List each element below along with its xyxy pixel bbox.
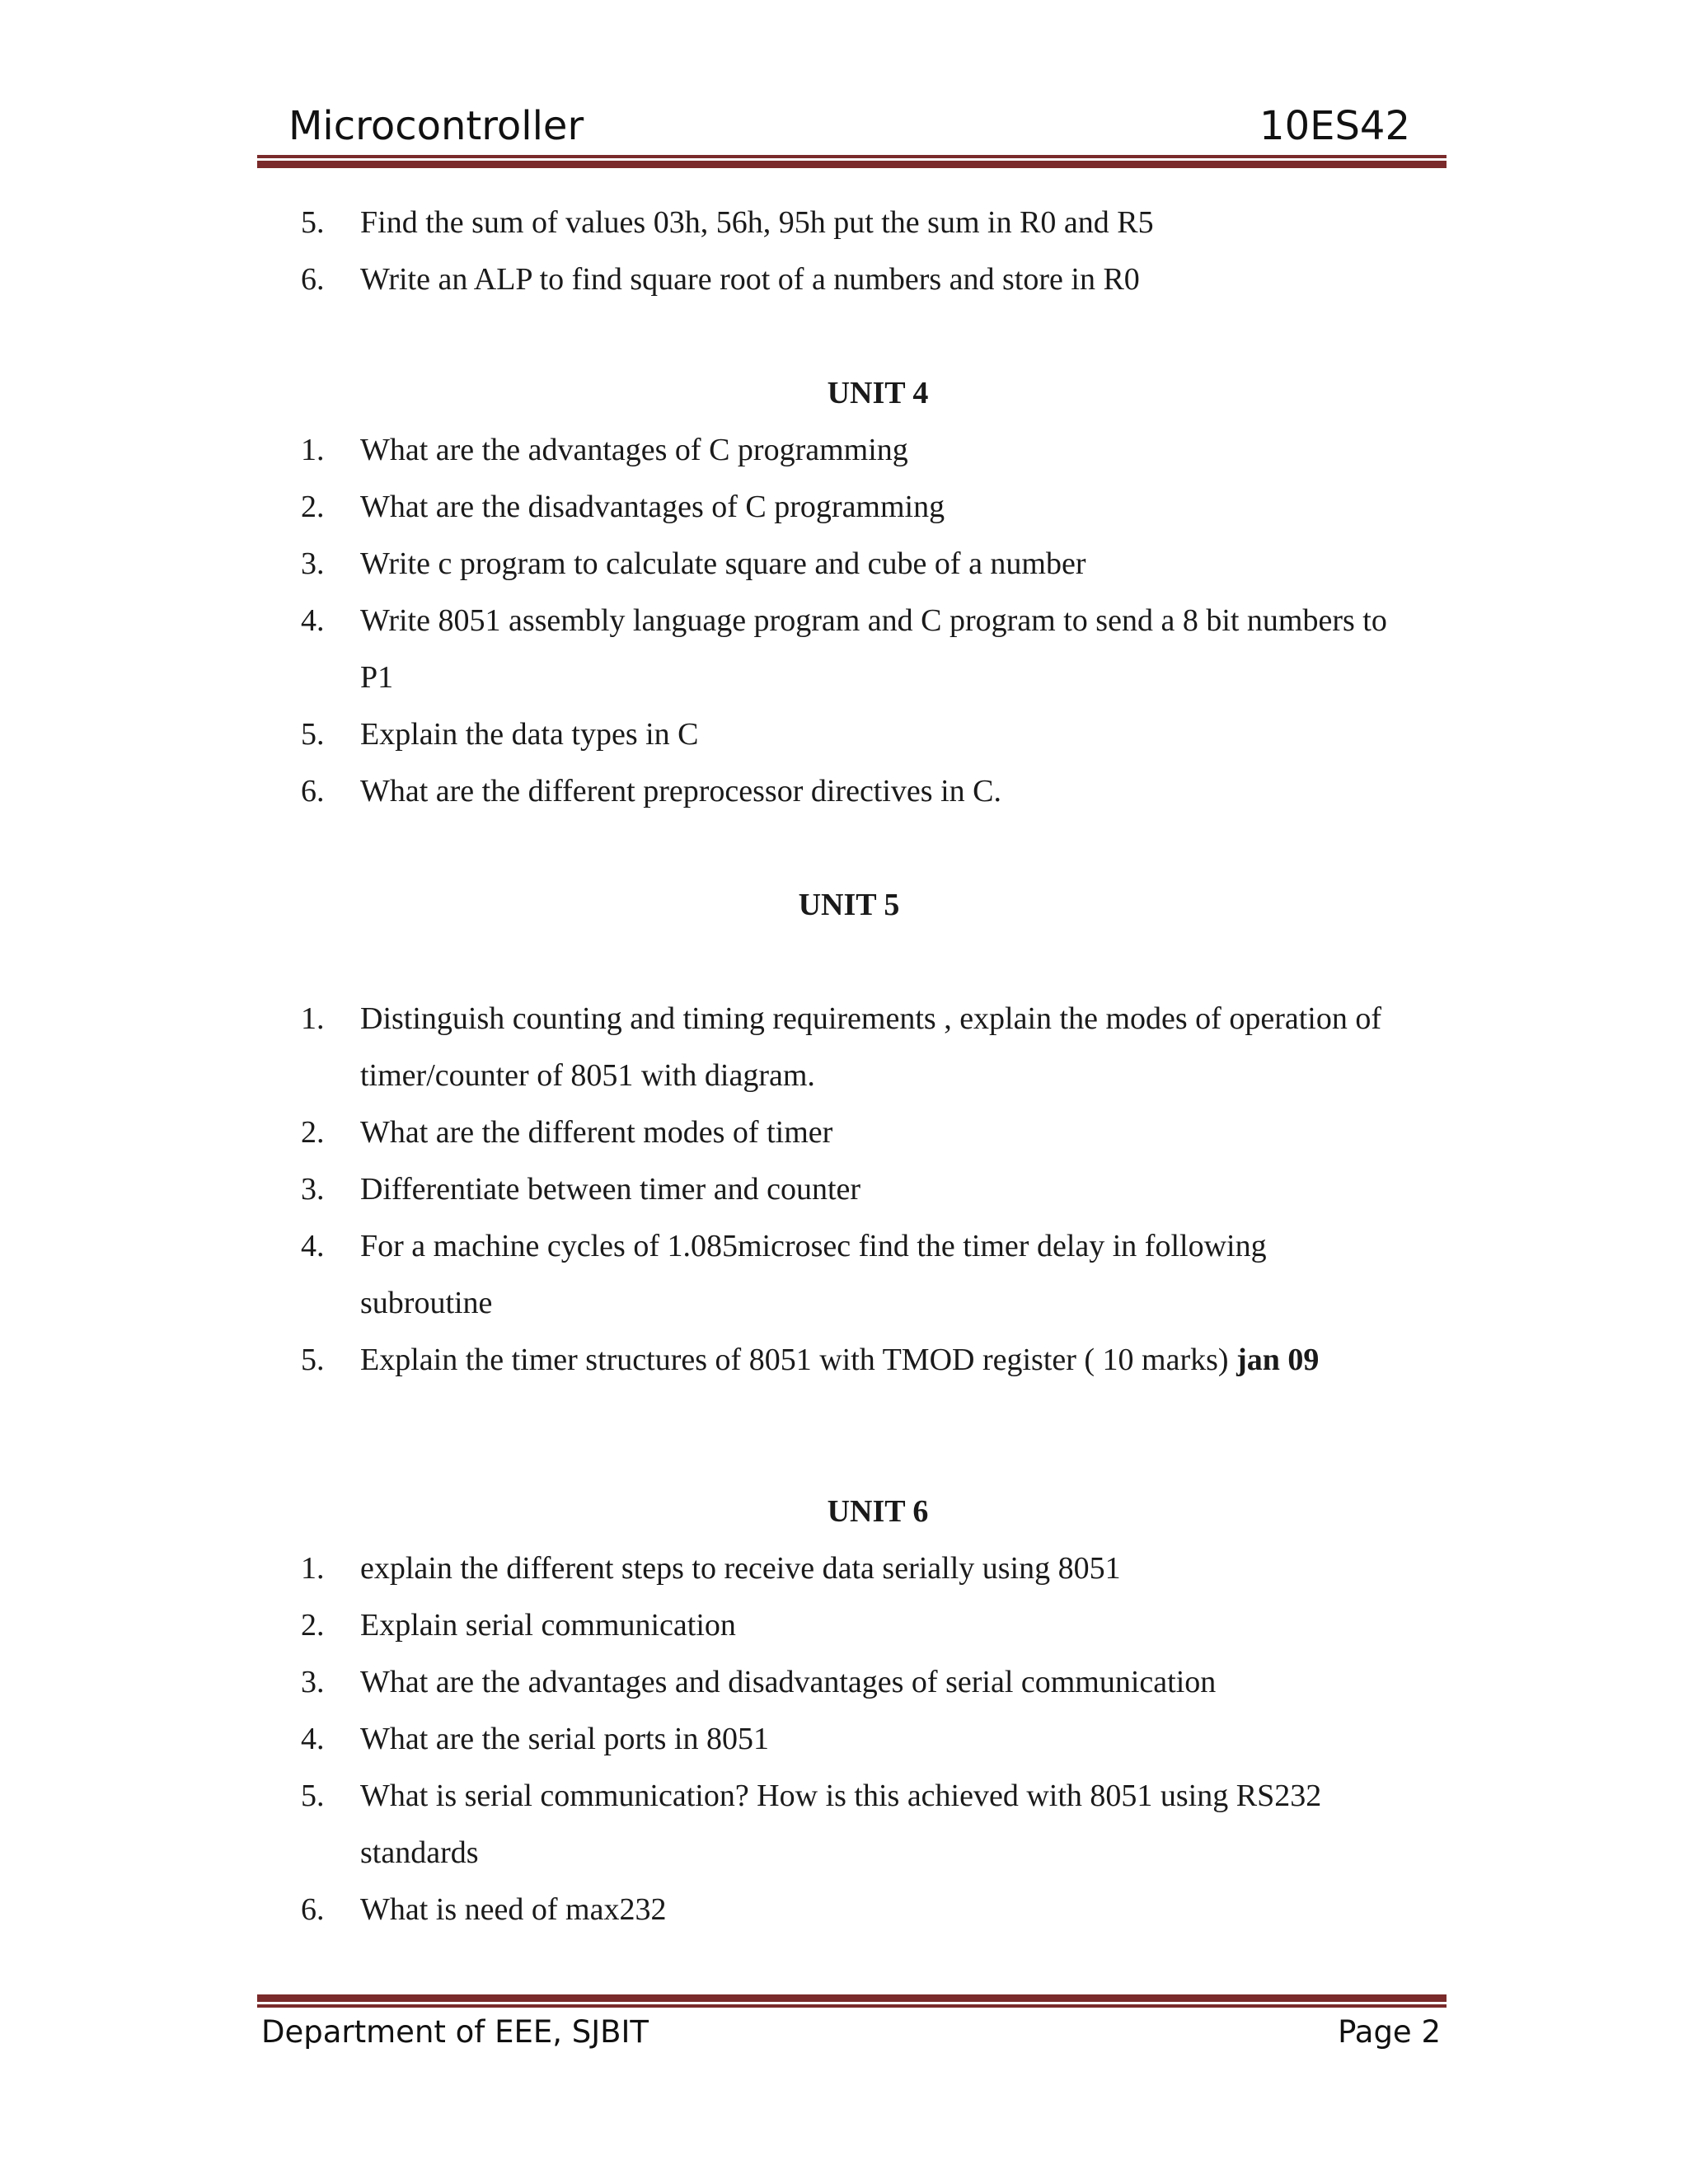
item-number: 4. — [301, 1229, 325, 1263]
item-number: 2. — [301, 1115, 325, 1150]
item-text: Distinguish counting and timing requirements , explain the modes of operation of timer/counter of 8051 with diagram. — [360, 1001, 1381, 1093]
header-title: Microcontroller — [288, 103, 584, 149]
list-item — [301, 1218, 1455, 1332]
page-content — [301, 194, 1455, 1938]
item-text: What is serial communication? How is this achieved with 8051 using RS232 standards — [360, 1779, 1322, 1870]
item-number: 1. — [301, 1551, 325, 1586]
header-rule — [257, 155, 1447, 168]
exam-date-label: jan 09 — [1236, 1343, 1320, 1377]
unit-6-heading — [0, 1483, 1455, 1540]
item-number: 3. — [301, 546, 325, 581]
item-number: 6. — [301, 774, 325, 808]
list-item — [301, 991, 1455, 1104]
list-item — [301, 251, 1455, 308]
list-item — [301, 763, 1455, 820]
item-number: 1. — [301, 433, 325, 467]
item-number: 5. — [301, 1779, 325, 1813]
item-text: What are the different preprocessor directives in C. — [360, 774, 1001, 808]
item-text: What are the different modes of timer — [360, 1115, 833, 1150]
item-text: What are the serial ports in 8051 — [360, 1722, 769, 1756]
list-item — [301, 706, 1455, 763]
footer-department: Department of EEE, SJBIT — [261, 2014, 649, 2050]
item-text: Write 8051 assembly language program and C program to send a 8 bit numbers to P1 — [360, 603, 1387, 695]
item-text: For a machine cycles of 1.085microsec find the timer delay in following subroutine — [360, 1229, 1267, 1320]
item-number: 5. — [301, 717, 325, 752]
unit-5-heading — [0, 877, 1426, 934]
item-number: 6. — [301, 1892, 325, 1927]
item-text: Write an ALP to find square root of a numbers and store in R0 — [360, 262, 1140, 297]
item-text: explain the different steps to receive data serially using 8051 — [360, 1551, 1121, 1586]
item-text: Explain serial communication — [360, 1608, 736, 1643]
list-item — [301, 1597, 1455, 1654]
item-number: 4. — [301, 603, 325, 638]
item-number: 1. — [301, 1001, 325, 1036]
page-number: Page 2 — [1338, 2014, 1441, 2050]
unit-6-heading-text: UNIT 6 — [827, 1494, 929, 1529]
item-number: 6. — [301, 262, 325, 297]
header-course-code: 10ES42 — [1259, 103, 1410, 149]
footer-rule — [257, 1994, 1447, 2008]
page-header — [288, 97, 1410, 155]
list-item — [301, 1654, 1455, 1711]
item-text — [360, 1332, 1455, 1389]
item-text: What are the advantages of C programming — [360, 433, 908, 467]
page-footer — [261, 2008, 1441, 2057]
unit-4-heading-text: UNIT 4 — [827, 376, 929, 410]
item-text: Differentiate between timer and counter — [360, 1172, 861, 1207]
item-number: 3. — [301, 1172, 325, 1207]
list-item — [301, 479, 1455, 536]
item-text: Write c program to calculate square and cube of a number — [360, 546, 1086, 581]
list-item — [301, 1332, 1455, 1389]
item-number: 3. — [301, 1665, 325, 1699]
list-item — [301, 1882, 1455, 1938]
item-text: What are the disadvantages of C programming — [360, 490, 945, 524]
item-number: 2. — [301, 1608, 325, 1643]
item-text: What is need of max232 — [360, 1892, 667, 1927]
list-item — [301, 194, 1455, 251]
list-item — [301, 1540, 1455, 1597]
list-item — [301, 536, 1455, 593]
unit-5-heading-text: UNIT 5 — [798, 888, 900, 922]
item-text: Explain the data types in C — [360, 717, 699, 752]
item-text: What are the advantages and disadvantages of serial communication — [360, 1665, 1217, 1699]
list-item — [301, 1711, 1455, 1768]
item-number: 5. — [301, 1343, 325, 1377]
item-text: Find the sum of values 03h, 56h, 95h put the sum in R0 and R5 — [360, 205, 1154, 240]
list-item — [301, 1161, 1455, 1218]
list-item — [301, 1768, 1455, 1882]
list-item — [301, 1104, 1455, 1161]
item-number: 2. — [301, 490, 325, 524]
item-text-main: Explain the timer structures of 8051 with TMOD register ( 10 marks) — [360, 1343, 1237, 1377]
item-number: 4. — [301, 1722, 325, 1756]
item-number: 5. — [301, 205, 325, 240]
unit-4-heading — [0, 365, 1455, 422]
list-item — [301, 422, 1455, 479]
list-item — [301, 593, 1455, 706]
